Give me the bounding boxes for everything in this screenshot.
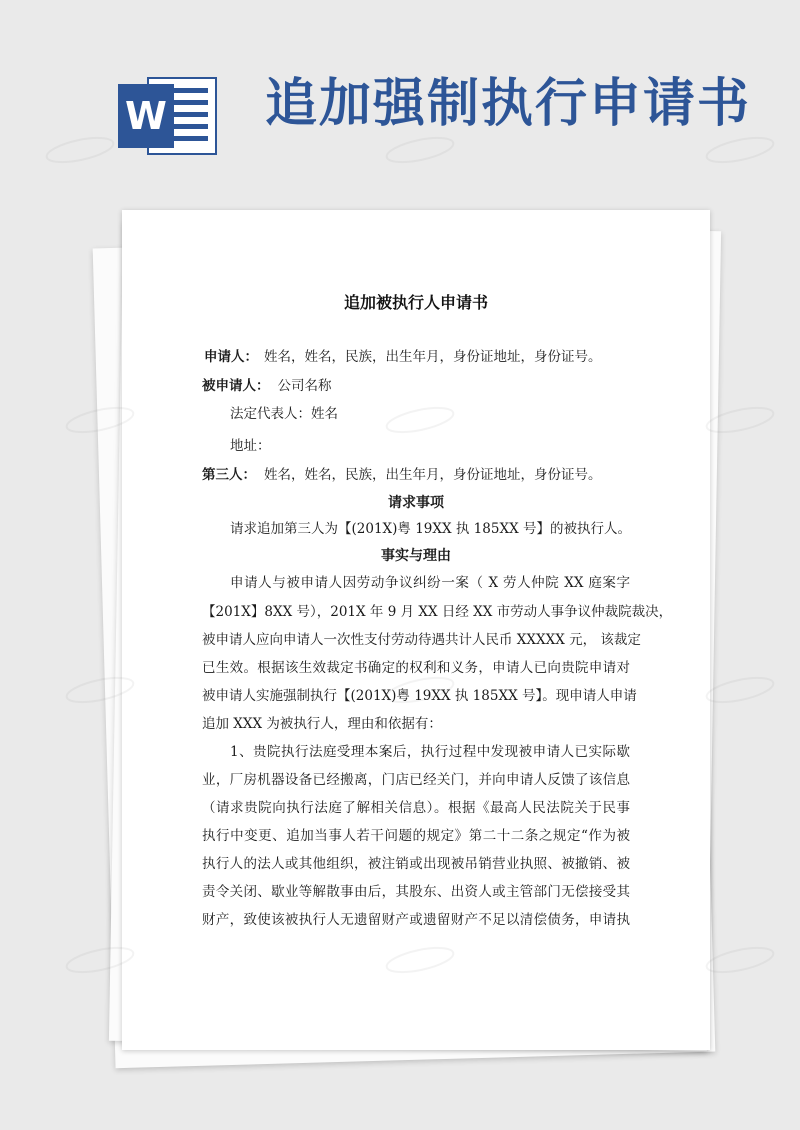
facts-line: 被申请人应向申请人一次性支付劳动待遇共计人民币 XXXXX 元， 该裁定 (202, 632, 641, 648)
applicant-label: 申请人： (204, 349, 258, 365)
respondent-value: 公司名称 (277, 378, 332, 394)
facts-line: 财产，致使该被执行人无遗留财产或遗留财产不足以清偿债务，申请执 (202, 912, 630, 928)
facts-heading: 事实与理由 (381, 548, 451, 564)
page-heading: 追加强制执行申请书 (265, 74, 752, 134)
applicant-value: 姓名，姓名，民族，出生年月，身份证地址，身份证号。 (264, 349, 602, 365)
third-party-label: 第三人： (202, 467, 256, 483)
word-document-icon (118, 76, 218, 156)
facts-line: 追加 XXX 为被执行人，理由和依据有： (202, 716, 442, 732)
respondent-address: 地址： (230, 438, 271, 454)
facts-line: 被申请人实施强制执行【(201X)粤 19XX 执 185XX 号】。现申请人申请 (202, 688, 637, 704)
respondent-label: 被申请人： (202, 378, 270, 394)
request-heading: 请求事项 (388, 495, 444, 511)
header-banner (0, 0, 800, 200)
facts-line: 执行中变更、追加当事人若干问题的规定》第二十二条之规定“作为被 (202, 828, 630, 844)
legal-representative: 法定代表人：姓名 (230, 406, 338, 422)
facts-line: 已生效。根据该生效裁定书确定的权利和义务，申请人已向贵院申请对 (202, 660, 630, 676)
applicant-line (204, 351, 602, 365)
facts-line: 责令关闭、歇业等解散事由后，其股东、出资人或主管部门无偿接受其 (202, 884, 630, 900)
facts-line: 1、贵院执行法庭受理本案后，执行过程中发现被申请人已实际歇 (230, 744, 630, 760)
facts-line: 【201X】8XX 号），201X 年 9 月 XX 日经 XX 市劳动人事争议仲裁院裁决， (202, 604, 673, 620)
document-title: 追加被执行人申请书 (343, 293, 488, 312)
word-icon-letter: W (125, 94, 167, 138)
third-party-line (202, 469, 602, 483)
request-text: 请求追加第三人为【(201X)粤 19XX 执 185XX 号】的被执行人。 (230, 521, 631, 537)
document-page (122, 210, 710, 1050)
respondent-line (202, 380, 332, 394)
facts-line: 执行人的法人或其他组织，被注销或出现被吊销营业执照、被撤销、被 (202, 856, 630, 872)
facts-line: 业，厂房机器设备已经搬离，门店已经关门，并向申请人反馈了该信息 (202, 772, 630, 788)
facts-line: 申请人与被申请人因劳动争议纠纷一案（ X 劳人仲院 XX 庭案字 (230, 575, 630, 591)
facts-line: （请求贵院向执行法庭了解相关信息）。根据《最高人民法院关于民事 (202, 800, 630, 816)
third-party-value: 姓名，姓名，民族，出生年月，身份证地址，身份证号。 (264, 467, 602, 483)
